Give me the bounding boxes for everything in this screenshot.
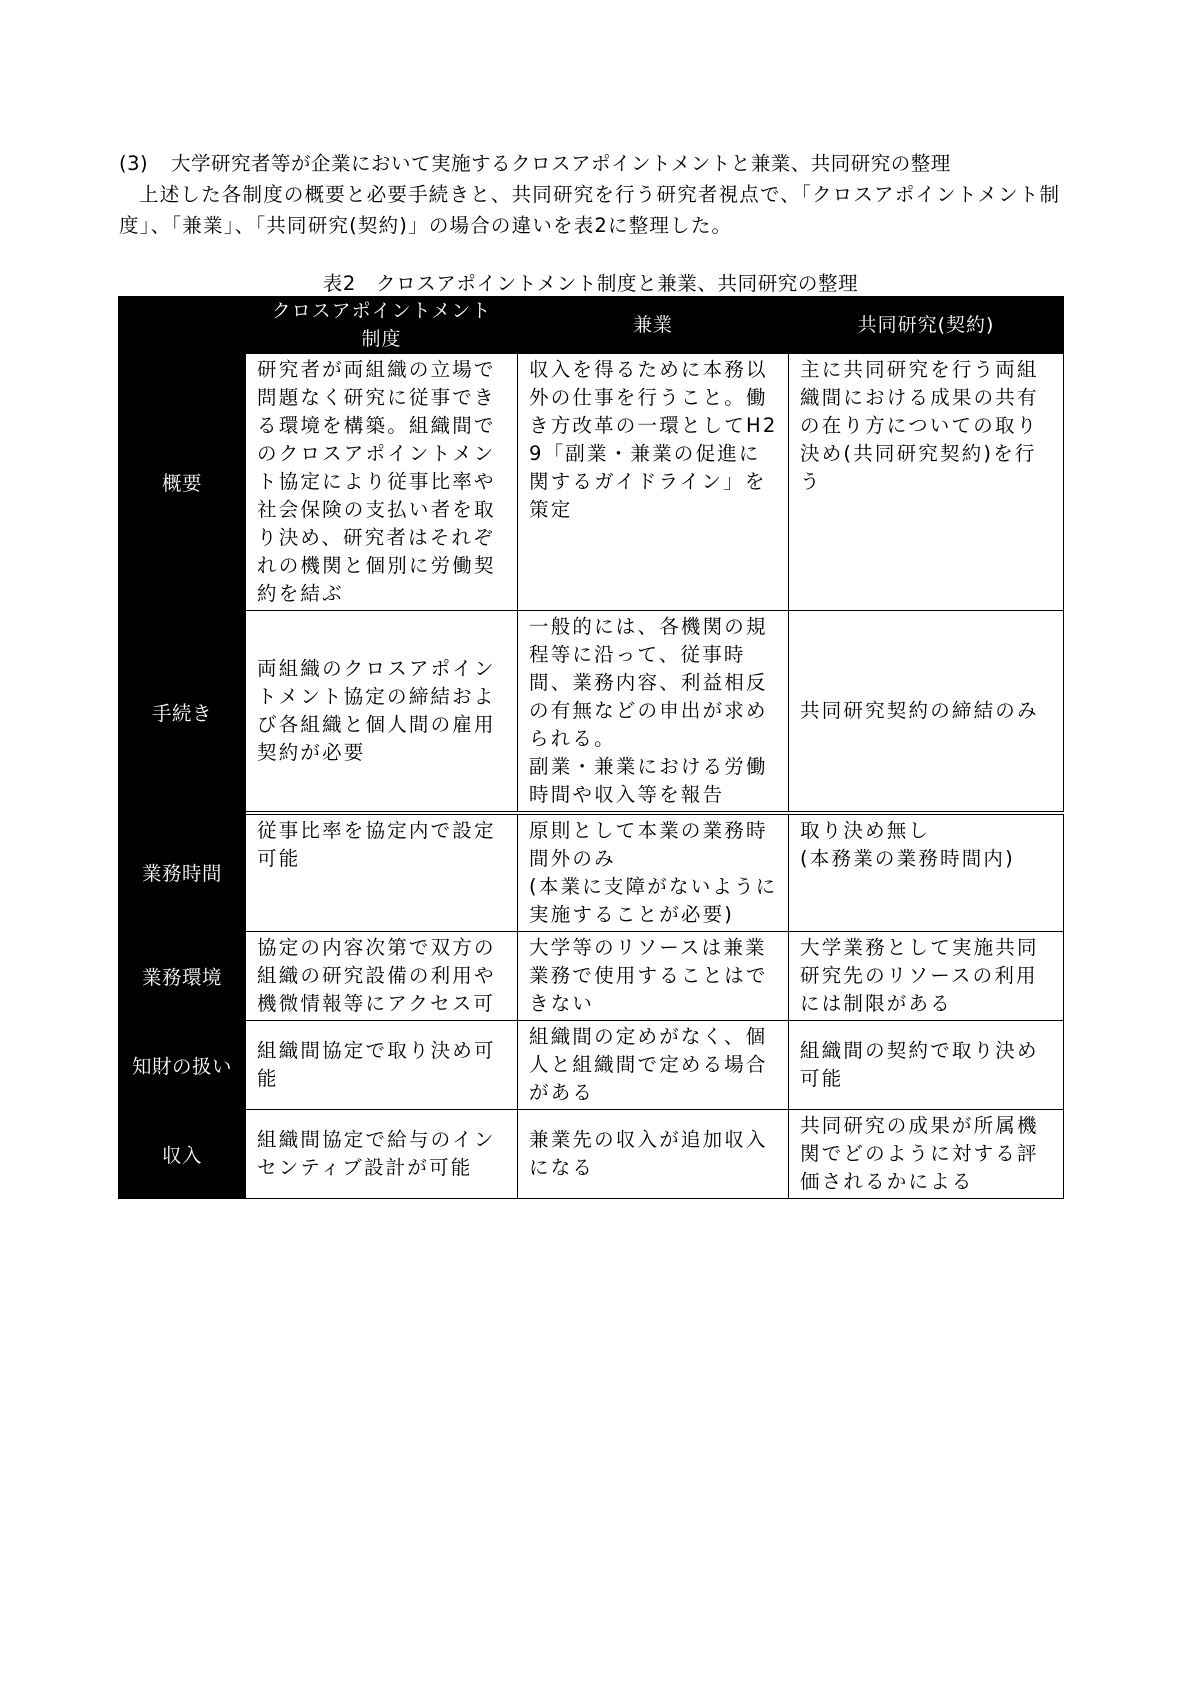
table-corner-cell	[119, 297, 246, 354]
table-row-ip-handling	[119, 1021, 1064, 1110]
cell-overview-side-job: 収入を得るために本務以外の仕事を行うこと。働き方改革の一環としてH29「副業・兼業の促進に関するガイドライン」を策定	[518, 354, 789, 611]
comparison-table	[118, 296, 1064, 1199]
cell-income-cross-appointment: 組織間協定で給与のインセンティブ設計が可能	[246, 1110, 518, 1199]
table-row-procedure	[119, 611, 1064, 814]
table-row-work-environment	[119, 932, 1064, 1021]
cell-overview-cross-appointment: 研究者が両組織の立場で問題なく研究に従事できる環境を構築。組織間でのクロスアポイントメント協定により従事比率や社会保険の支払い者を取り決め、研究者はそれぞれの機関と個別に労働契約を結ぶ	[246, 354, 518, 611]
section-heading	[119, 148, 951, 176]
cell-working-hours-side-job: 原則として本業の業務時間外のみ (本業に支障がないように実施することが必要)	[518, 813, 789, 932]
row-header-work-environment: 業務環境	[119, 932, 246, 1021]
cell-work-environment-side-job: 大学等のリソースは兼業業務で使用することはできない	[518, 932, 789, 1021]
cell-income-joint-research: 共同研究の成果が所属機関でどのように対する評価されるかによる	[789, 1110, 1064, 1199]
section-title: 大学研究者等が企業において実施するクロスアポイントメントと兼業、共同研究の整理	[171, 152, 951, 175]
cell-ip-handling-joint-research: 組織間の契約で取り決め可能	[789, 1021, 1064, 1110]
cell-working-hours-cross-appointment: 従事比率を協定内で設定可能	[246, 813, 518, 932]
cell-work-environment-joint-research: 大学業務として実施共同研究先のリソースの利用には制限がある	[789, 932, 1064, 1021]
cell-overview-joint-research: 主に共同研究を行う両組織間における成果の共有の在り方についての取り決め(共同研究契約)を行う	[789, 354, 1064, 611]
table-header-row	[119, 297, 1064, 354]
row-header-income: 収入	[119, 1110, 246, 1199]
cell-income-side-job: 兼業先の収入が追加収入になる	[518, 1110, 789, 1199]
table-row-overview	[119, 354, 1064, 611]
table-row-income	[119, 1110, 1064, 1199]
cell-work-environment-cross-appointment: 協定の内容次第で双方の組織の研究設備の利用や機微情報等にアクセス可	[246, 932, 518, 1021]
table-caption: 表2 クロスアポイントメント制度と兼業、共同研究の整理	[322, 272, 859, 295]
intro-paragraph: 上述した各制度の概要と必要手続きと、共同研究を行う研究者視点で、「クロスアポイントメント制度」、「兼業」、「共同研究(契約)」の場合の違いを表2に整理した。	[119, 183, 1061, 237]
column-header-side-job: 兼業	[518, 297, 789, 354]
row-header-ip-handling: 知財の扱い	[119, 1021, 246, 1110]
section-number: (3)	[119, 152, 149, 175]
cell-procedure-side-job: 一般的には、各機関の規程等に沿って、従事時間、業務内容、利益相反の有無などの申出が求められる。 副業・兼業における労働時間や収入等を報告	[518, 611, 789, 814]
cell-procedure-cross-appointment: 両組織のクロスアポイントメント協定の締結および各組織と個人間の雇用契約が必要	[246, 611, 518, 814]
row-header-procedure: 手続き	[119, 611, 246, 814]
row-header-overview: 概要	[119, 354, 246, 611]
cell-ip-handling-cross-appointment: 組織間協定で取り決め可能	[246, 1021, 518, 1110]
table-row-working-hours	[119, 813, 1064, 932]
cell-working-hours-joint-research: 取り決め無し (本務業の業務時間内)	[789, 813, 1064, 932]
row-header-working-hours: 業務時間	[119, 813, 246, 932]
column-header-joint-research: 共同研究(契約)	[789, 297, 1064, 354]
column-header-cross-appointment: クロスアポイントメント 制度	[246, 297, 518, 354]
cell-ip-handling-side-job: 組織間の定めがなく、個人と組織間で定める場合がある	[518, 1021, 789, 1110]
cell-procedure-joint-research: 共同研究契約の締結のみ	[789, 611, 1064, 814]
